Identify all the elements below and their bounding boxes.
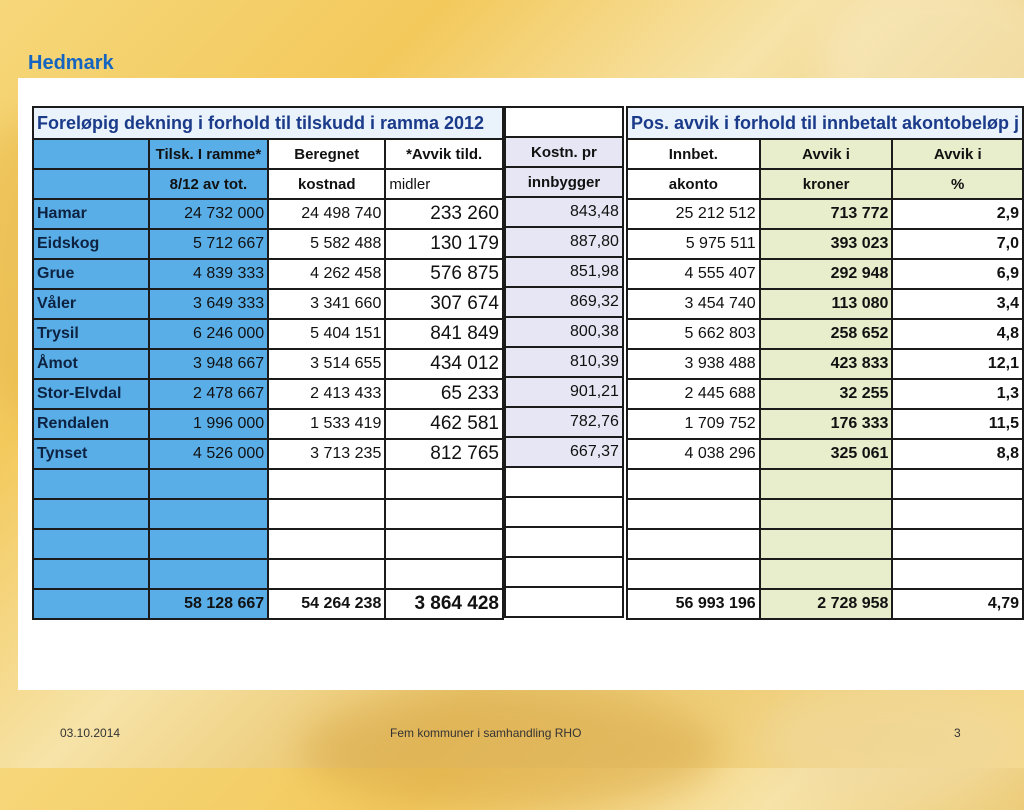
table-row [33, 439, 503, 469]
empty-cell [33, 559, 149, 589]
beregnet-value: 3 713 235 [268, 439, 385, 469]
avvik-kr-value: 713 772 [760, 199, 893, 229]
innbet-value: 25 212 512 [627, 199, 760, 229]
innbet-value: 1 709 752 [627, 409, 760, 439]
kostn-value: 800,38 [505, 317, 623, 347]
avvik-pct-value: 4,8 [892, 319, 1023, 349]
municipality-name: Stor-Elvdal [33, 379, 149, 409]
table-row [627, 469, 1023, 499]
empty-cell [760, 499, 893, 529]
avvik-kr-value: 113 080 [760, 289, 893, 319]
table-row [33, 289, 503, 319]
table-row [505, 467, 623, 497]
beregnet-value: 4 262 458 [268, 259, 385, 289]
table-row [33, 259, 503, 289]
table-row [627, 229, 1023, 259]
municipality-name: Tynset [33, 439, 149, 469]
empty-cell [627, 469, 760, 499]
kostn-value: 851,98 [505, 257, 623, 287]
totals-row [33, 589, 503, 619]
table-row [627, 259, 1023, 289]
header-tilsk-sub: 8/12 av tot. [149, 169, 268, 199]
total-avvik-tild: 3 864 428 [385, 589, 503, 619]
avvik-tild-value: 307 674 [385, 289, 503, 319]
municipality-name: Åmot [33, 349, 149, 379]
totals-row [505, 587, 623, 617]
table-row [627, 199, 1023, 229]
innbet-value: 3 938 488 [627, 349, 760, 379]
table-image-panel [18, 78, 1024, 690]
total-beregnet: 54 264 238 [268, 589, 385, 619]
municipality-name: Rendalen [33, 409, 149, 439]
kostn-value: 810,39 [505, 347, 623, 377]
empty-cell [385, 529, 503, 559]
table-row [627, 349, 1023, 379]
municipality-name: Våler [33, 289, 149, 319]
table-row [627, 529, 1023, 559]
avvik-tild-value: 130 179 [385, 229, 503, 259]
table-row [33, 499, 503, 529]
header-innbet: Innbet. [627, 139, 760, 169]
empty-cell [268, 529, 385, 559]
header-avvik-tild: *Avvik tild. [385, 139, 503, 169]
empty-cell [760, 469, 893, 499]
empty-cell [505, 497, 623, 527]
empty-cell [627, 499, 760, 529]
background-decoration [300, 690, 720, 810]
empty-cell [892, 499, 1023, 529]
header-avvik-tild-sub: midler [385, 169, 503, 199]
table-title-right: Pos. avvik i forhold til innbetalt akontobeløp j [627, 107, 1023, 139]
page-number: 3 [954, 726, 961, 740]
empty-cell [149, 499, 268, 529]
empty-cell [268, 559, 385, 589]
avvik-kr-value: 258 652 [760, 319, 893, 349]
table-middle [504, 106, 624, 618]
total-avvik-kr: 2 728 958 [760, 589, 893, 619]
empty-cell [149, 559, 268, 589]
avvik-pct-value: 1,3 [892, 379, 1023, 409]
empty-cell [505, 587, 623, 617]
header-beregnet: Beregnet [268, 139, 385, 169]
kostn-value: 901,21 [505, 377, 623, 407]
table-row [33, 469, 503, 499]
beregnet-value: 1 533 419 [268, 409, 385, 439]
beregnet-value: 5 404 151 [268, 319, 385, 349]
innbet-value: 5 662 803 [627, 319, 760, 349]
empty-cell [627, 559, 760, 589]
header-avvik-pct-sub: % [892, 169, 1023, 199]
data-table [32, 106, 1024, 620]
header-avvik-kr-sub: kroner [760, 169, 893, 199]
table-row [33, 319, 503, 349]
beregnet-value: 24 498 740 [268, 199, 385, 229]
innbet-value: 5 975 511 [627, 229, 760, 259]
header-beregnet-sub: kostnad [268, 169, 385, 199]
tilsk-value: 5 712 667 [149, 229, 268, 259]
empty-cell [33, 469, 149, 499]
empty-cell [33, 589, 149, 619]
empty-cell [268, 469, 385, 499]
empty-cell [892, 469, 1023, 499]
avvik-tild-value: 233 260 [385, 199, 503, 229]
tilsk-value: 1 996 000 [149, 409, 268, 439]
background-decoration [760, 680, 1020, 800]
empty-cell [385, 559, 503, 589]
avvik-tild-value: 576 875 [385, 259, 503, 289]
table-row [627, 319, 1023, 349]
avvik-pct-value: 7,0 [892, 229, 1023, 259]
table-title-left: Foreløpig dekning i forhold til tilskudd i ramma 2012 [33, 107, 503, 139]
avvik-tild-value: 841 849 [385, 319, 503, 349]
table-row [505, 197, 623, 227]
table-row [505, 317, 623, 347]
tilsk-value: 3 948 667 [149, 349, 268, 379]
avvik-pct-value: 11,5 [892, 409, 1023, 439]
municipality-name: Eidskog [33, 229, 149, 259]
innbet-value: 4 555 407 [627, 259, 760, 289]
avvik-tild-value: 434 012 [385, 349, 503, 379]
beregnet-value: 5 582 488 [268, 229, 385, 259]
blank-title-cell [505, 107, 623, 137]
footer-date: 03.10.2014 [60, 726, 121, 740]
innbet-value: 4 038 296 [627, 439, 760, 469]
tilsk-value: 3 649 333 [149, 289, 268, 319]
table-row [505, 227, 623, 257]
table-row [627, 439, 1023, 469]
total-tilsk: 58 128 667 [149, 589, 268, 619]
table-row [627, 499, 1023, 529]
table-row [33, 349, 503, 379]
header-innbet-sub: akonto [627, 169, 760, 199]
table-row [33, 409, 503, 439]
header-cell [33, 139, 149, 169]
kostn-value: 667,37 [505, 437, 623, 467]
table-row [33, 229, 503, 259]
total-innbet: 56 993 196 [627, 589, 760, 619]
table-row [627, 289, 1023, 319]
empty-cell [505, 467, 623, 497]
kostn-value: 782,76 [505, 407, 623, 437]
table-right [626, 106, 1024, 620]
table-row [505, 377, 623, 407]
empty-cell [760, 529, 893, 559]
header-cell [33, 169, 149, 199]
empty-cell [760, 559, 893, 589]
tilsk-value: 4 526 000 [149, 439, 268, 469]
table-row [505, 527, 623, 557]
header-kostn: Kostn. pr [505, 137, 623, 167]
empty-cell [627, 529, 760, 559]
avvik-pct-value: 12,1 [892, 349, 1023, 379]
table-row [505, 257, 623, 287]
table-row [505, 557, 623, 587]
avvik-tild-value: 462 581 [385, 409, 503, 439]
avvik-tild-value: 65 233 [385, 379, 503, 409]
table-row [505, 437, 623, 467]
avvik-pct-value: 2,9 [892, 199, 1023, 229]
avvik-kr-value: 32 255 [760, 379, 893, 409]
beregnet-value: 3 341 660 [268, 289, 385, 319]
table-row [33, 199, 503, 229]
table-row [627, 559, 1023, 589]
municipality-name: Hamar [33, 199, 149, 229]
municipality-name: Grue [33, 259, 149, 289]
table-row [33, 559, 503, 589]
municipality-name: Trysil [33, 319, 149, 349]
tilsk-value: 4 839 333 [149, 259, 268, 289]
kostn-value: 887,80 [505, 227, 623, 257]
empty-cell [892, 529, 1023, 559]
empty-cell [33, 529, 149, 559]
empty-cell [149, 469, 268, 499]
tilsk-value: 6 246 000 [149, 319, 268, 349]
avvik-pct-value: 6,9 [892, 259, 1023, 289]
avvik-kr-value: 423 833 [760, 349, 893, 379]
header-kostn-sub: innbygger [505, 167, 623, 197]
kostn-value: 869,32 [505, 287, 623, 317]
table-row [505, 287, 623, 317]
header-avvik-pct: Avvik i [892, 139, 1023, 169]
empty-cell [268, 499, 385, 529]
avvik-kr-value: 176 333 [760, 409, 893, 439]
kostn-value: 843,48 [505, 197, 623, 227]
innbet-value: 2 445 688 [627, 379, 760, 409]
total-avvik-pct: 4,79 [892, 589, 1023, 619]
table-row [505, 497, 623, 527]
beregnet-value: 2 413 433 [268, 379, 385, 409]
avvik-pct-value: 3,4 [892, 289, 1023, 319]
totals-row [627, 589, 1023, 619]
avvik-kr-value: 393 023 [760, 229, 893, 259]
table-row [627, 379, 1023, 409]
table-row [505, 347, 623, 377]
empty-cell [505, 557, 623, 587]
header-tilsk: Tilsk. I ramme* [149, 139, 268, 169]
innbet-value: 3 454 740 [627, 289, 760, 319]
avvik-tild-value: 812 765 [385, 439, 503, 469]
empty-cell [385, 469, 503, 499]
tilsk-value: 2 478 667 [149, 379, 268, 409]
footer-title: Fem kommuner i samhandling RHO [390, 726, 582, 740]
table-row [33, 379, 503, 409]
slide-title: Hedmark [28, 52, 114, 74]
table-row [505, 407, 623, 437]
table-row [33, 529, 503, 559]
empty-cell [505, 527, 623, 557]
avvik-kr-value: 292 948 [760, 259, 893, 289]
beregnet-value: 3 514 655 [268, 349, 385, 379]
table-left [32, 106, 504, 620]
empty-cell [385, 499, 503, 529]
table-row [627, 409, 1023, 439]
empty-cell [33, 499, 149, 529]
avvik-kr-value: 325 061 [760, 439, 893, 469]
header-avvik-kr: Avvik i [760, 139, 893, 169]
empty-cell [892, 559, 1023, 589]
empty-cell [149, 529, 268, 559]
avvik-pct-value: 8,8 [892, 439, 1023, 469]
tilsk-value: 24 732 000 [149, 199, 268, 229]
